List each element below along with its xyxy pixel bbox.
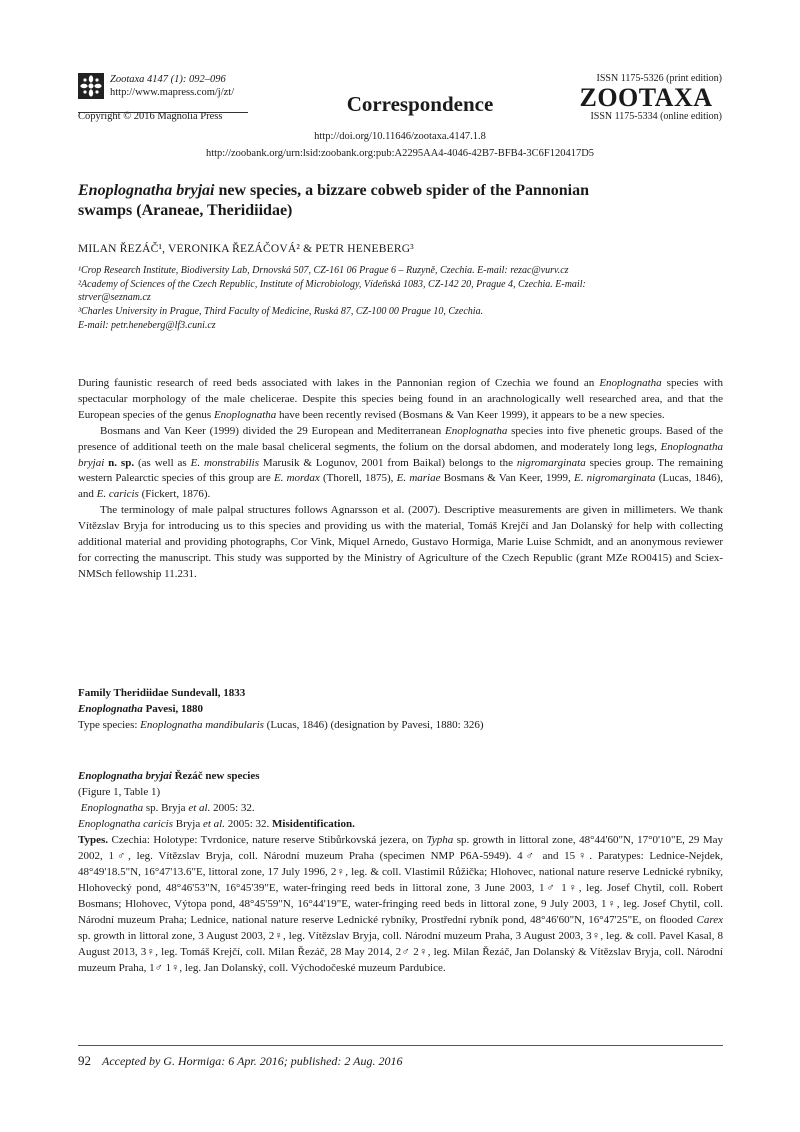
- affiliation-2: ²Academy of Sciences of the Czech Republic, Institute of Microbiology, Vídeňská 1083, CZ-142 20, Prague 4, Czechia. E-mail:: [78, 278, 586, 290]
- family-heading: Family Theridiidae Sundevall, 1833: [78, 687, 246, 699]
- taxon: Typha: [426, 834, 454, 846]
- text: sp. growth in littoral zone, 3 August 2003, 2♀, leg. Vítězslav Bryja, coll. Národní muzeum Praha, 3 August 2003, 3♀, leg. & coll. Pavel Kasal, 8 August 2013, 3♀, leg. Tomáš Krejčí, coll. Milan Řezáč, 28 May 2014, 2♂ 2♀, leg. Milan Řezáč, Jan Dolanský & Vítězslav Bryja, coll. Národní muzeum Praha, 1♂ 1♀, leg. Jan Dolanský, coll. Východočeské muzeum Pardubice.: [78, 930, 723, 974]
- text: Marusik & Logunov, 2001 from Baikal) belongs to the: [258, 456, 517, 469]
- header-rule-left: [78, 112, 248, 113]
- acceptance-note: Accepted by G. Hormiga: 6 Apr. 2016; published: 2 Aug. 2016: [102, 1054, 403, 1068]
- type-species-name: Enoplognatha mandibularis: [140, 719, 264, 731]
- zoobank-link[interactable]: http://zoobank.org/urn:lsid:zoobank.org:pub:A2295AA4-4046-42B7-BFB4-3C6F120417D5: [205, 148, 595, 159]
- paragraph-intro: [78, 376, 723, 424]
- text: 2005: 32.: [224, 818, 273, 830]
- text: sp. growth in littoral zone, 48°44'60"N, 17°0'10"E, 29 May 2002, 1♂, leg. Vítězslav Bryja, coll. Národní muzeum Praha (specimen NMP P6A-5949). 4♂ and 15♀. Paratypes: Lednice-Nejdek, 48°49'18.5"N, 16°47'13.6"E, littoral zone, 17 July 1996, 2♀, leg. & coll. Vlastimil Růžička; Hlohovec, national nature reserve Lednické rybníky, Hlohovecký pond, 48°46'53"N, 16°45'39"E, water-fringing reed beds in littoral zone, 3 June 2003, 1♂ 1♀, leg. Josef Chytil, coll. Robert Bosmans; Hlohovec, Výtopa pond, 48°45'59"N, 16°44'19"E, water-fringing reed beds in littoral zone, 9 July 2003, 1♀, leg. Josef Chytil, coll. Národní muzeum Praha; Lednice, national nature reserve Lednické rybníky, Prostřední rybník pond, 48°46'60"N, 16°47'25"E, on flooded: [78, 834, 723, 926]
- journal-issue: Zootaxa 4147 (1): 092–096: [110, 74, 226, 85]
- species-section: [78, 768, 723, 976]
- species-heading: [78, 768, 723, 784]
- species-name: Enoplognatha bryjai: [78, 770, 172, 782]
- taxon: Enoplognatha bryjai: [78, 440, 723, 469]
- misidentification-label: Misidentification.: [272, 818, 355, 830]
- taxon: E. caricis: [96, 488, 139, 501]
- text: Bosmans & Van Keer, 1999,: [440, 472, 574, 485]
- journal-name: ZOOTAXA: [579, 83, 713, 112]
- taxon: Carex: [696, 914, 723, 926]
- type-label: Type species:: [78, 719, 141, 731]
- text: Bosmans and Van Keer (1999) divided the 29 European and Mediterranean: [100, 424, 445, 437]
- affiliation-3-email: E-mail: petr.heneberg@lf3.cuni.cz: [78, 319, 216, 331]
- text: et al.: [188, 802, 211, 814]
- text: et al.: [202, 818, 225, 830]
- title-genus: Enoplognatha bryjai: [78, 182, 215, 199]
- issn-print: ISSN 1175-5326 (print edition): [596, 73, 722, 84]
- taxon: Enoplognatha: [213, 408, 277, 421]
- text: Czechia: Holotype: Tvrdonice, nature reserve Stibůrkovská jezera, on: [108, 834, 427, 846]
- text: sp. Bryja: [143, 802, 189, 814]
- text: 2005: 32.: [210, 802, 255, 814]
- author-list: MILAN ŘEZÁČ¹, VERONIKA ŘEZÁČOVÁ² & PETR HENEBERG³: [78, 243, 414, 255]
- taxon: E. monstrabilis: [190, 456, 259, 469]
- footer-rule: [78, 1045, 723, 1046]
- species-authority: Řezáč new species: [171, 770, 260, 782]
- synonym-2: [78, 816, 723, 832]
- journal-url[interactable]: http://www.mapress.com/j/zt/: [110, 87, 235, 98]
- text: (Lucas, 1846), and: [78, 472, 724, 501]
- text: species into five phenetic groups. Based of the presence of additional teeth on the male basal cheliceral segments, the folium on the dorsal abdomen, and moderately long legs,: [78, 424, 723, 453]
- text: species with spectacular morphology of the male chelicerae. Despite this species being found in an arachnologically well researched area, and that the European species of the genus: [78, 377, 723, 421]
- taxon: E. mordax: [273, 472, 320, 485]
- type-species-authority: (Lucas, 1846) (designation by Pavesi, 1880: 326): [263, 719, 484, 731]
- doi-link[interactable]: http://doi.org/10.11646/zootaxa.4147.1.8: [314, 131, 486, 142]
- affiliations: [78, 264, 723, 333]
- taxon: Enoplognatha: [80, 802, 144, 814]
- figure-reference: (Figure 1, Table 1): [78, 786, 161, 798]
- text: (as well as: [134, 456, 191, 469]
- page-number: 92: [78, 1053, 91, 1068]
- text: have been recently revised (Bosmans & Van Keer 1999), it appears to be a new species.: [276, 408, 665, 421]
- genus-name: Enoplognatha: [78, 703, 143, 715]
- taxon: Enoplognatha: [445, 424, 508, 437]
- affiliation-1: ¹Crop Research Institute, Biodiversity Lab, Drnovská 507, CZ-161 06 Prague 6 – Ruzyně, Czechia. E-mail: rezac@vurv.cz: [78, 265, 569, 276]
- new-species-mark: n. sp.: [104, 456, 135, 469]
- affiliation-2-email: strver@seznam.cz: [78, 292, 151, 304]
- type-species: [78, 717, 723, 733]
- section-label: Correspondence: [346, 92, 494, 116]
- taxon: nigromarginata: [516, 456, 586, 469]
- paragraph-groups: [78, 424, 723, 504]
- journal-header-right: [570, 73, 722, 123]
- types-label: Types.: [78, 834, 109, 846]
- affiliation-3: ³Charles University in Prague, Third Faculty of Medicine, Ruská 87, CZ-100 00 Prague 10, Czechia.: [78, 306, 484, 318]
- genus-heading: [78, 701, 723, 717]
- title-rest-2: swamps (Araneae, Theridiidae): [78, 202, 293, 219]
- taxonomy-section: [78, 685, 723, 733]
- taxon: Enoplognatha: [599, 377, 662, 389]
- text: (Fickert, 1876).: [138, 488, 211, 501]
- text: Bryja: [173, 818, 203, 830]
- taxon: E. nigromarginata: [573, 472, 656, 485]
- taxon: E. mariae: [396, 472, 441, 485]
- synonym-1: [78, 800, 723, 816]
- issn-online: ISSN 1175-5334 (online edition): [590, 111, 722, 122]
- article-title: [78, 181, 728, 221]
- article-body: [78, 376, 723, 583]
- magnolia-press-logo-icon: [78, 73, 104, 99]
- title-rest-1: new species, a bizzare cobweb spider of the Pannonian: [214, 182, 590, 199]
- text: species group. The remaining western Palearctic species of this group are: [78, 456, 723, 485]
- copyright: Copyright © 2016 Magnolia Press: [78, 111, 223, 122]
- paragraph-acknowledgements: The terminology of male palpal structures follows Agnarsson et al. (2007). Descriptive measurements are given in millimeters. We thank Vítězslav Bryja for introducing us to this species and providing us with the material, Tomáš Krejčí and Jan Dolanský for help with collecting additional material and providing photographs, Cor Vink, Miquel Arnedo, Gustavo Hormiga, Marie Luise Schmidt, and an anonymous reviewer for correcting the manuscript. This study was supported by the Ministry of Agriculture of the Czech Republic (grant MZe RO0415) and Sciex-NMSch fellowship 11.231.: [78, 504, 723, 580]
- text: During faunistic research of reed beds associated with lakes in the Pannonian region of Czechia we found an: [78, 377, 600, 389]
- taxon: Enoplognatha caricis: [78, 818, 174, 830]
- text: (Thorell, 1875),: [319, 472, 397, 485]
- types-paragraph: [78, 832, 723, 976]
- journal-meta: [110, 73, 234, 99]
- page-footer: [78, 1053, 403, 1069]
- genus-authority: Pavesi, 1880: [142, 703, 204, 715]
